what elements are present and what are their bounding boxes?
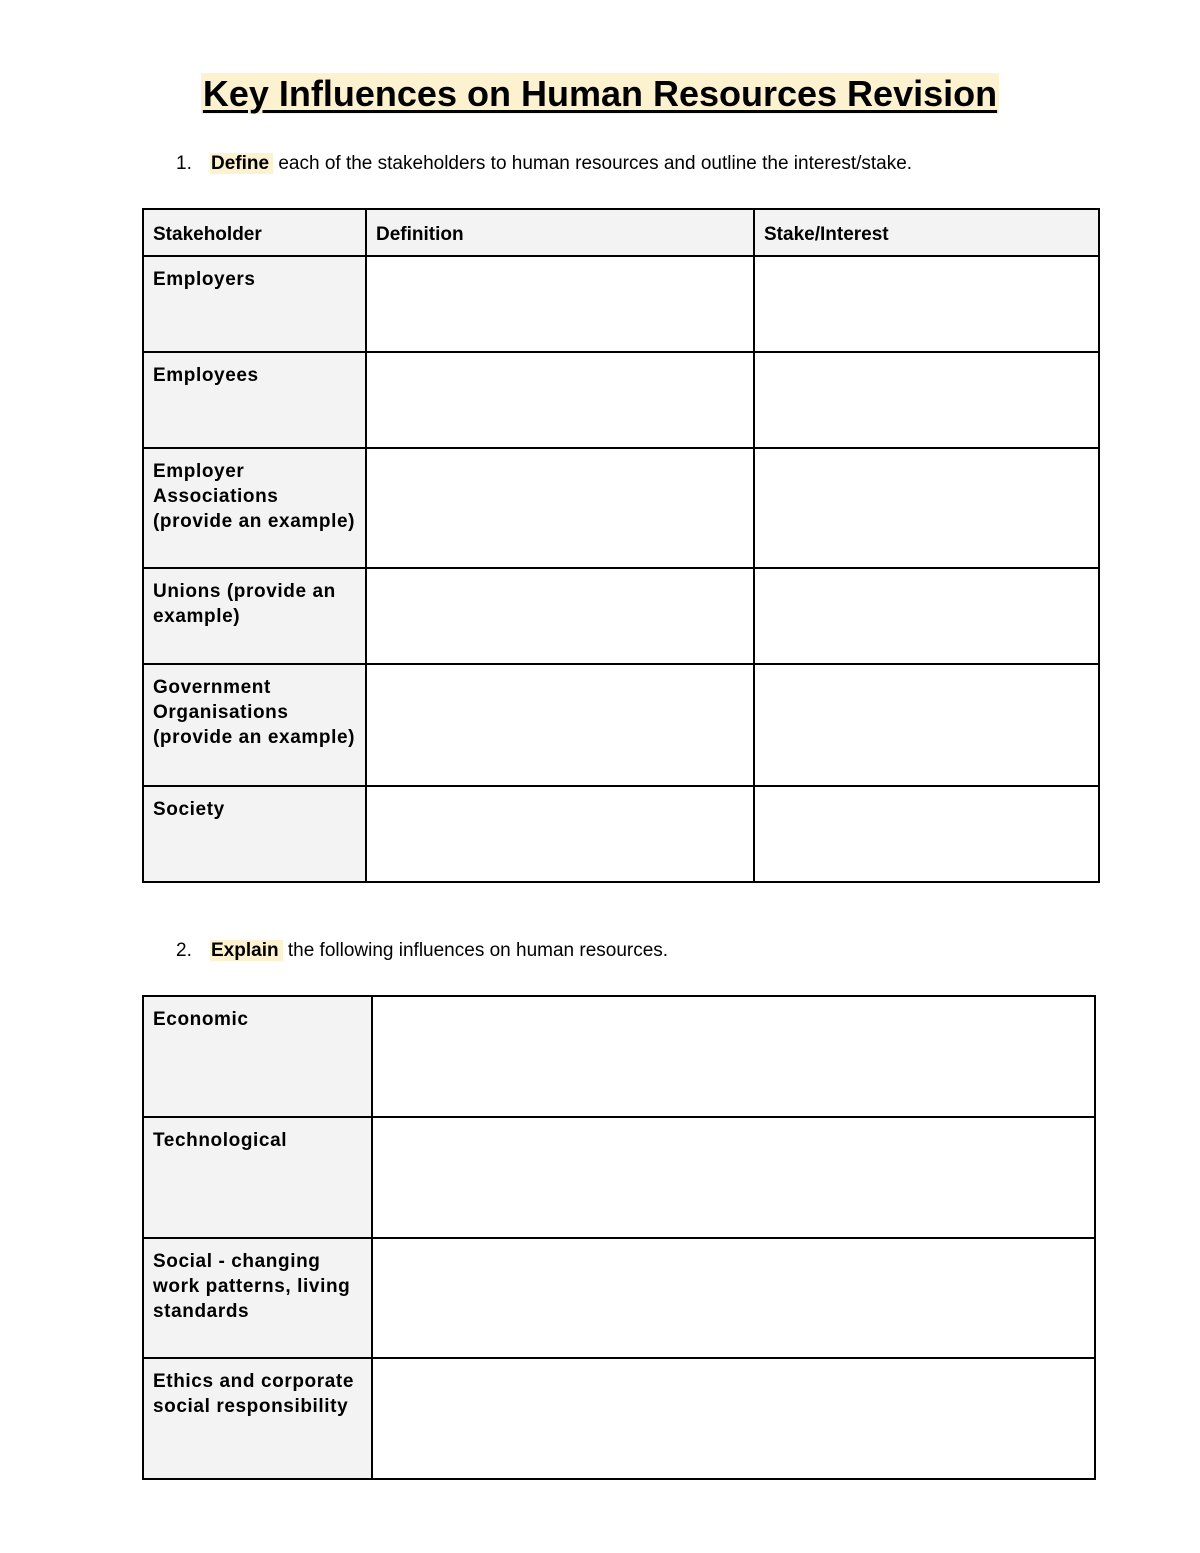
stake-answer-cell[interactable] <box>754 256 1099 352</box>
table-row <box>143 1117 1095 1238</box>
influence-label: Social - changing work patterns, living standards <box>143 1238 372 1358</box>
table-row <box>143 568 1099 664</box>
definition-answer-cell[interactable] <box>366 448 754 568</box>
stake-answer-cell[interactable] <box>754 568 1099 664</box>
influences-table <box>142 995 1096 1480</box>
stakeholder-label: Employers <box>143 256 366 352</box>
stakeholder-label: Unions (provide an example) <box>143 568 366 664</box>
header-definition: Definition <box>366 209 754 256</box>
question-1-keyword: Define <box>210 153 273 174</box>
stakeholder-table-header-row <box>143 209 1099 256</box>
definition-answer-cell[interactable] <box>366 568 754 664</box>
stakeholder-table <box>142 208 1100 883</box>
question-1-number: 1. <box>176 153 192 174</box>
header-stake-interest: Stake/Interest <box>754 209 1099 256</box>
page-title <box>0 70 1200 118</box>
question-1 <box>176 152 912 176</box>
definition-answer-cell[interactable] <box>366 352 754 448</box>
definition-answer-cell[interactable] <box>366 256 754 352</box>
question-2-keyword: Explain <box>210 940 283 961</box>
stakeholder-label: Society <box>143 786 366 882</box>
stake-answer-cell[interactable] <box>754 448 1099 568</box>
table-row <box>143 996 1095 1117</box>
table-row <box>143 352 1099 448</box>
influence-label: Ethics and corporate social responsibility <box>143 1358 372 1479</box>
influence-label: Economic <box>143 996 372 1117</box>
stake-answer-cell[interactable] <box>754 352 1099 448</box>
table-row <box>143 1238 1095 1358</box>
table-row <box>143 448 1099 568</box>
influence-answer-cell[interactable] <box>372 1358 1095 1479</box>
influence-label: Technological <box>143 1117 372 1238</box>
question-1-text: each of the stakeholders to human resources and outline the interest/stake. <box>273 153 913 174</box>
page-title-text: Key Influences on Human Resources Revision <box>202 73 998 114</box>
question-2 <box>176 939 668 963</box>
stakeholder-label: Employees <box>143 352 366 448</box>
table-row <box>143 256 1099 352</box>
stake-answer-cell[interactable] <box>754 664 1099 786</box>
stakeholder-label: Government Organisations (provide an example) <box>143 664 366 786</box>
influence-answer-cell[interactable] <box>372 996 1095 1117</box>
stakeholder-label: Employer Associations (provide an example) <box>143 448 366 568</box>
header-stakeholder: Stakeholder <box>143 209 366 256</box>
influence-answer-cell[interactable] <box>372 1117 1095 1238</box>
influence-answer-cell[interactable] <box>372 1238 1095 1358</box>
question-2-number: 2. <box>176 940 192 961</box>
question-2-text: the following influences on human resources. <box>282 940 669 961</box>
definition-answer-cell[interactable] <box>366 786 754 882</box>
table-row <box>143 1358 1095 1479</box>
stake-answer-cell[interactable] <box>754 786 1099 882</box>
table-row <box>143 664 1099 786</box>
table-row <box>143 786 1099 882</box>
definition-answer-cell[interactable] <box>366 664 754 786</box>
